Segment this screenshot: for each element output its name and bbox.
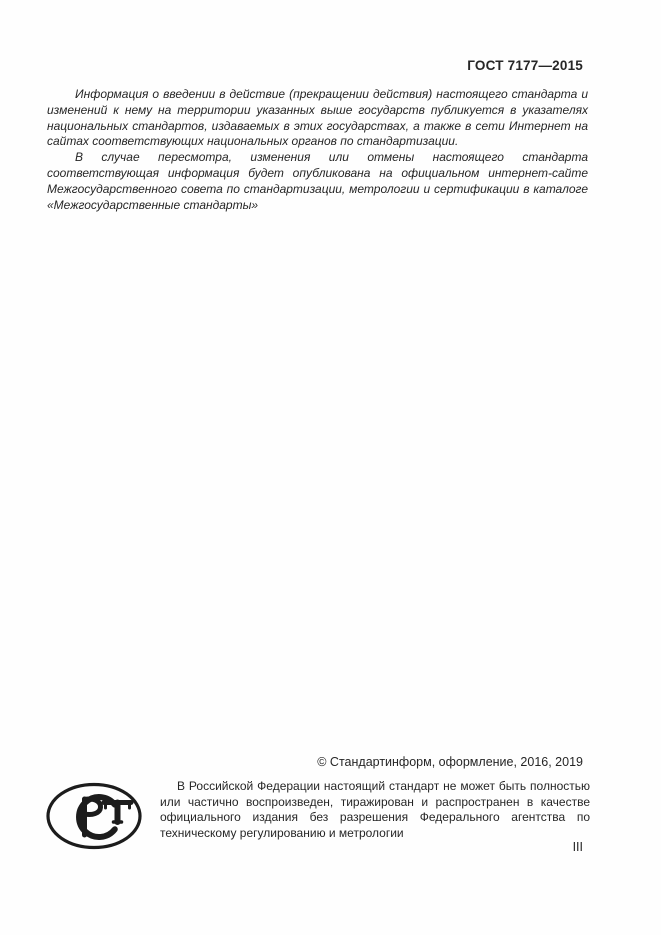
foreword-note <box>47 87 588 213</box>
publication-info-paragraph: Информация о введении в действие (прекращении действия) настоящего стандарта и изменений к нему на территории указанных выше государств публикуется в указателях национальных стандартов, издаваемых в этих государствах, а также в сети Интернет на сайтах соответствующих национальных органов по стандартизации. <box>47 87 588 149</box>
reproduction-restriction-paragraph: В Российской Федерации настоящий стандарт не может быть полностью или частично воспроизведен, тиражирован и распространен в качестве официального издания без разрешения Федерального агентства по техническому регулированию и метрологии <box>160 779 590 840</box>
standard-designation: ГОСТ 7177—2015 <box>467 58 583 73</box>
revision-info-paragraph: В случае пересмотра, изменения или отмены настоящего стандарта соответствующая информация будет опубликована на официальном интернет-сайте Межгосударственного совета по стандартизации, метрологии и сертификации в каталоге «Межгосударственные стандарты» <box>47 150 588 212</box>
page-number: III <box>572 840 583 854</box>
copyright-notice: © Стандартинформ, оформление, 2016, 2019 <box>317 755 583 769</box>
